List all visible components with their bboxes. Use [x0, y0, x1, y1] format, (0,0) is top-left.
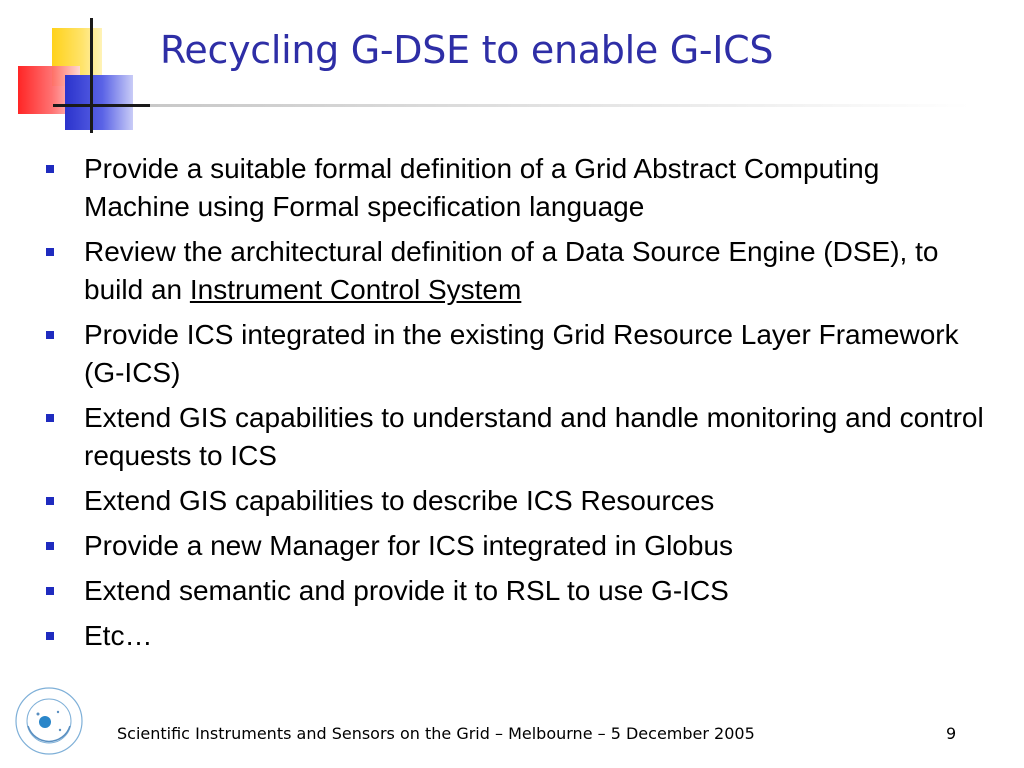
- bullet-item: [44, 399, 984, 475]
- bullet-text: Extend semantic and provide it to RSL to use G-ICS: [84, 575, 729, 606]
- bullet-item: [44, 482, 984, 520]
- bullet-item: [44, 316, 984, 392]
- bullet-square-icon: [46, 414, 54, 422]
- bullet-text: Review the architectural definition of a Data Source Engine (DSE), to build an: [84, 236, 939, 305]
- bullet-square-icon: [46, 248, 54, 256]
- bullet-text: Extend GIS capabilities to describe ICS Resources: [84, 485, 715, 516]
- instrument-control-system-link[interactable]: Instrument Control System: [189, 274, 522, 305]
- bullet-square-icon: [46, 331, 54, 339]
- title-underline: [150, 104, 970, 107]
- bullet-text: Etc…: [84, 620, 153, 651]
- vertical-line: [90, 18, 93, 133]
- bullet-square-icon: [46, 542, 54, 550]
- bullet-square-icon: [46, 632, 54, 640]
- bullet-text: Provide a new Manager for ICS integrated in Globus: [84, 530, 734, 561]
- inaf-logo-icon: [14, 686, 84, 756]
- bullet-item: [44, 527, 984, 565]
- corner-decoration: [0, 0, 150, 140]
- bullet-item: [44, 233, 984, 309]
- bullet-square-icon: [46, 497, 54, 505]
- page-number: 9: [946, 724, 957, 743]
- bullet-item: [44, 617, 984, 655]
- bullet-text: Provide a suitable formal definition of a Grid Abstract Computing Machine using Formal specification language: [84, 153, 880, 222]
- bullet-item: [44, 572, 984, 610]
- bullet-list: [44, 150, 984, 662]
- bullet-square-icon: [46, 587, 54, 595]
- slide-title: Recycling G-DSE to enable G-ICS: [160, 28, 774, 72]
- bullet-text: Provide ICS integrated in the existing Grid Resource Layer Framework (G-ICS): [84, 319, 959, 388]
- footer-text: Scientific Instruments and Sensors on the Grid – Melbourne – 5 December 2005: [117, 724, 755, 743]
- bullet-text: Extend GIS capabilities to understand and handle monitoring and control requests to ICS: [84, 402, 984, 471]
- bullet-square-icon: [46, 165, 54, 173]
- horizontal-line: [53, 104, 150, 107]
- blue-square: [65, 75, 133, 130]
- bullet-item: [44, 150, 984, 226]
